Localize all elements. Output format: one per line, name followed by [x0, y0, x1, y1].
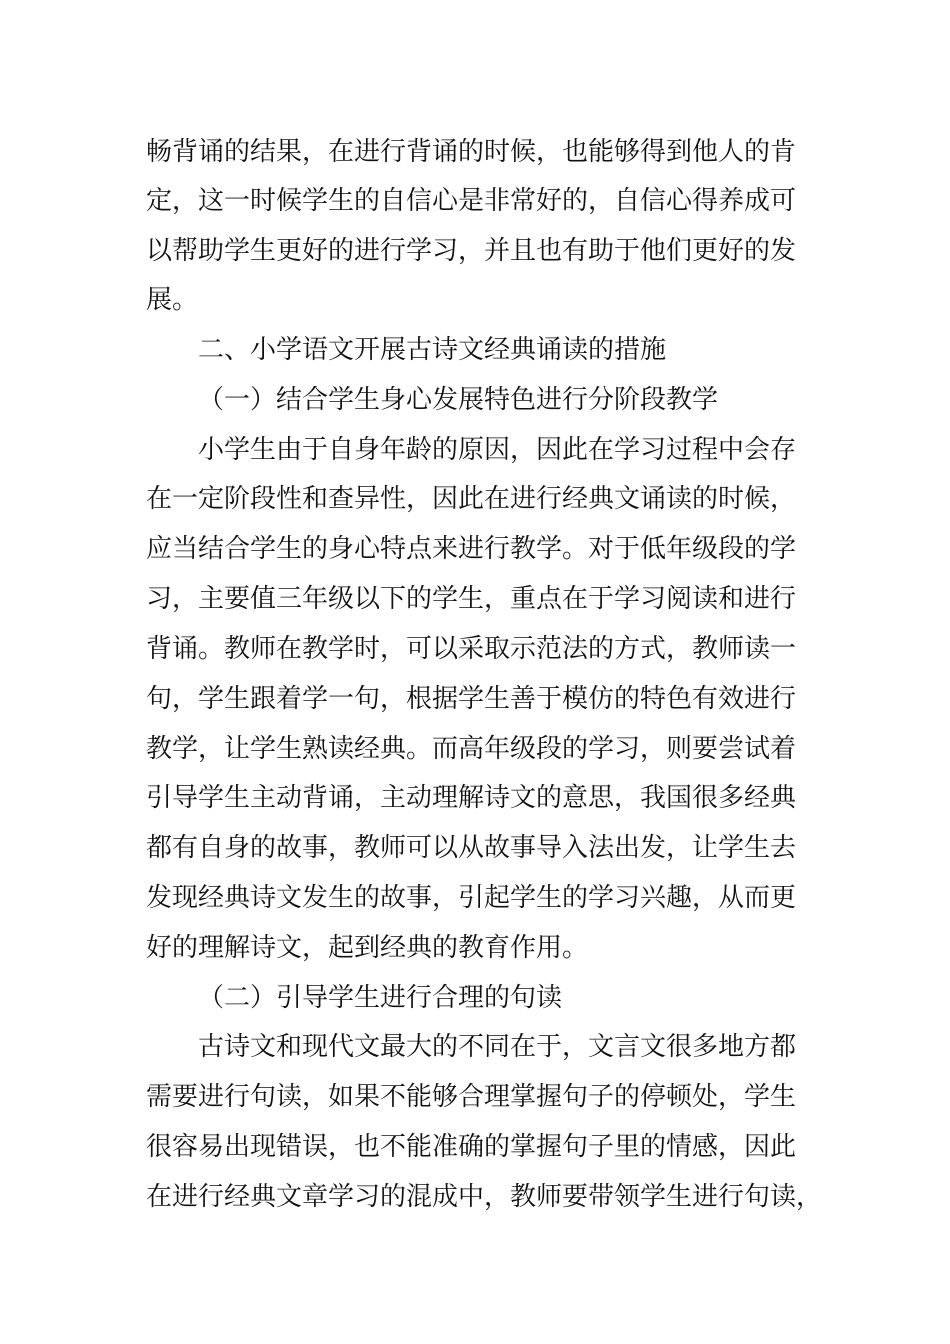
paragraph-line: 习，主要值三年级以下的学生，重点在于学习阅读和进行: [146, 584, 797, 614]
paragraph-line: 好的理解诗文，起到经典的教育作用。: [146, 933, 589, 963]
paragraph-line: 背诵。教师在教学时，可以采取示范法的方式，教师读一: [146, 634, 797, 664]
section-heading: 二、小学语文开展古诗文经典诵读的措施: [198, 335, 667, 365]
subsection-heading: （二）引导学生进行合理的句读: [198, 983, 563, 1013]
paragraph-line: 定，这一时候学生的自信心是非常好的，自信心得养成可: [146, 186, 797, 216]
paragraph-line: 展。: [146, 285, 199, 315]
paragraph-line: 应当结合学生的身心特点来进行教学。对于低年级段的学: [146, 534, 797, 564]
paragraph-line: 发现经典诗文发生的故事，引起学生的学习兴趣，从而更: [146, 883, 797, 913]
paragraph-first-line: 古诗文和现代文最大的不同在于，文言文很多地方都: [198, 1032, 797, 1062]
paragraph-line: 教学，让学生熟读经典。而高年级段的学习，则要尝试着: [146, 734, 797, 764]
paragraph-line: 需要进行句读，如果不能够合理掌握句子的停顿处，学生: [146, 1082, 797, 1112]
paragraph-line: 在一定阶段性和查异性，因此在进行经典文诵读的时候，: [146, 484, 797, 514]
paragraph-line: 在进行经典文章学习的混成中，教师要带领学生进行句读，: [146, 1182, 823, 1212]
subsection-heading: （一）结合学生身心发展特色进行分阶段教学: [198, 385, 719, 415]
paragraph-line: 很容易出现错误，也不能准确的掌握句子里的情感，因此: [146, 1132, 797, 1162]
paragraph-line: 畅背诵的结果，在进行背诵的时候，也能够得到他人的肯: [146, 137, 797, 167]
paragraph-line: 都有自身的故事，教师可以从故事导入法出发，让学生去: [146, 833, 797, 863]
paragraph-first-line: 小学生由于自身年龄的原因，因此在学习过程中会存: [198, 435, 797, 465]
paragraph-line: 引导学生主动背诵，主动理解诗文的意思，我国很多经典: [146, 783, 797, 813]
paragraph-line: 句，学生跟着学一句，根据学生善于模仿的特色有效进行: [146, 684, 797, 714]
paragraph-line: 以帮助学生更好的进行学习，并且也有助于他们更好的发: [146, 236, 797, 266]
